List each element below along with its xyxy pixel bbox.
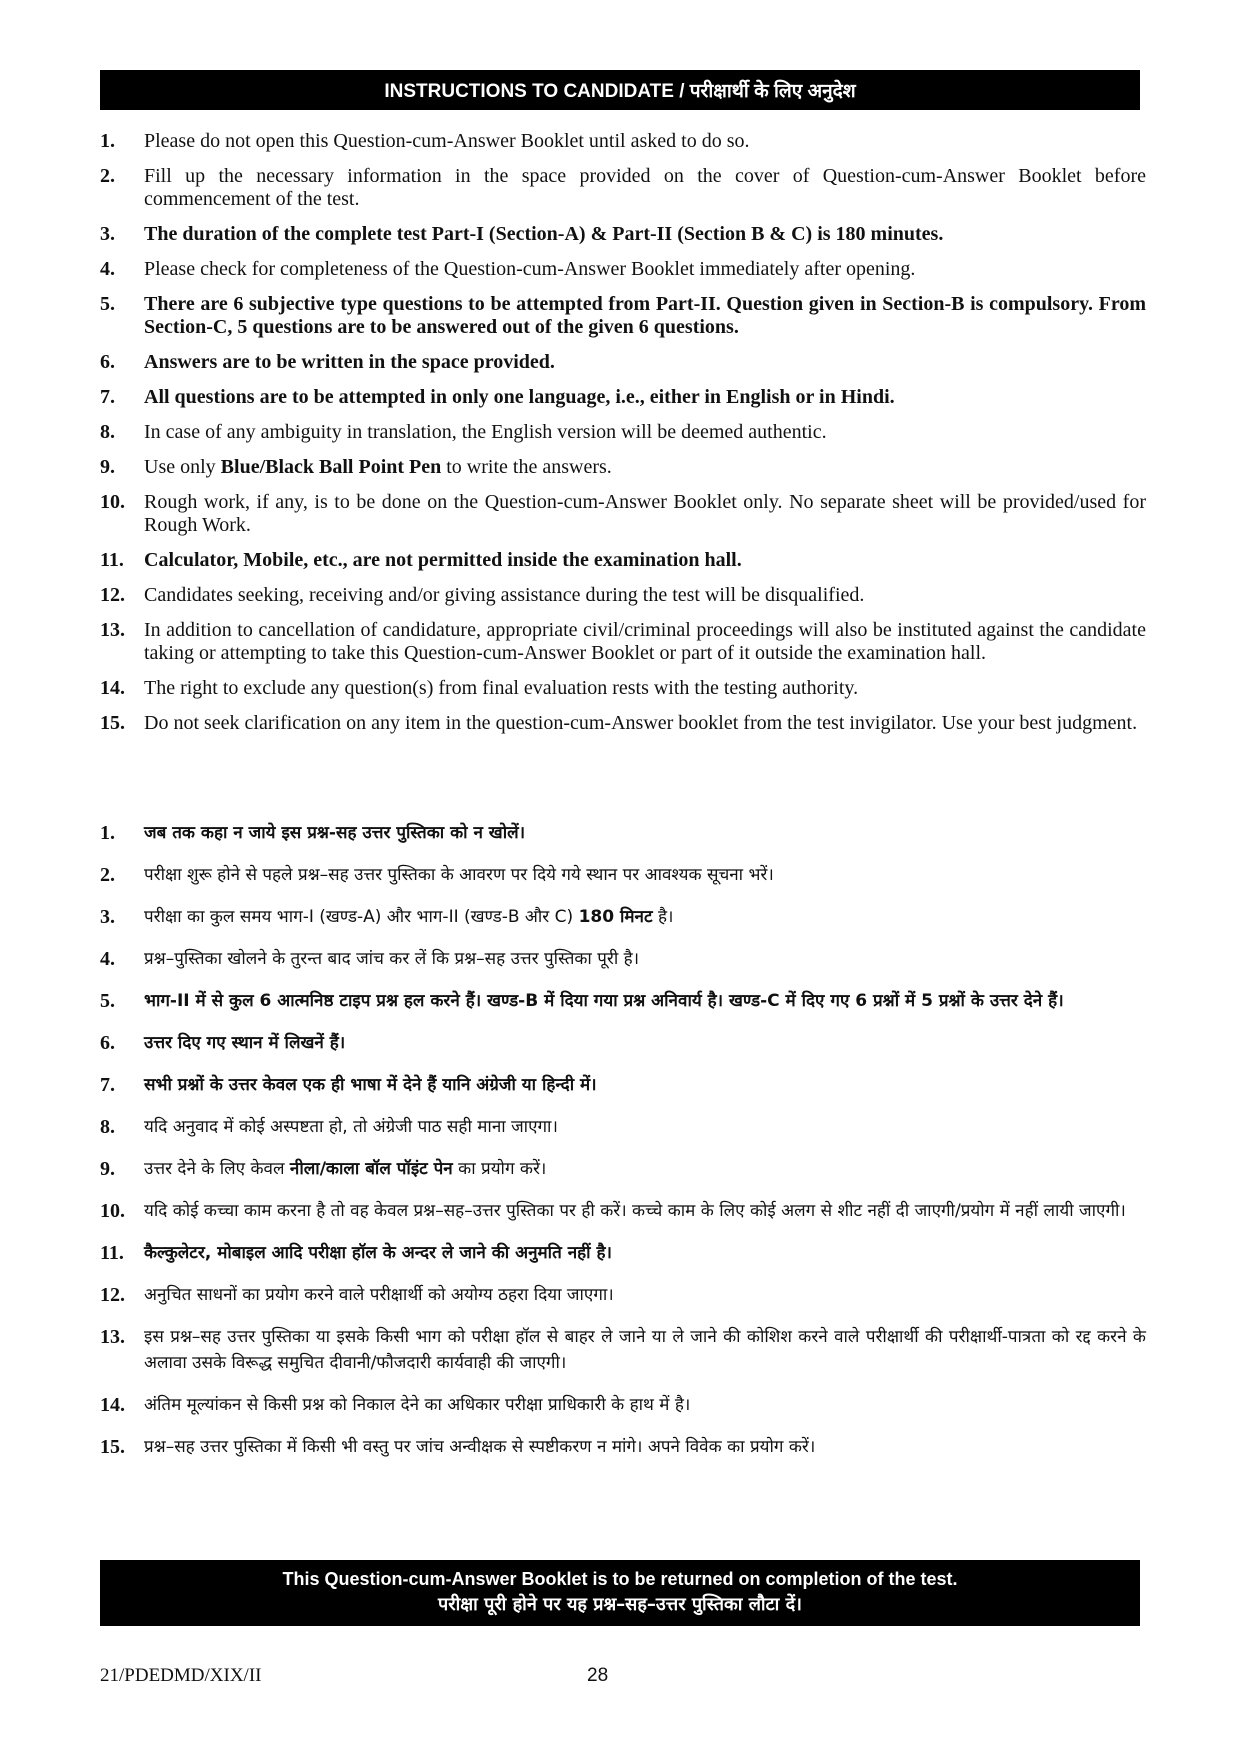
list-item: 8. यदि अनुवाद में कोई अस्पष्टता हो, तो अंग्रेजी पाठ सही माना जाएगा। <box>100 1116 558 1138</box>
list-item: 3. The duration of the complete test Part-I (Section-A) & Part-II (Section B & C) is 180 minutes. <box>100 223 944 245</box>
list-item: 2. Fill up the necessary information in the space provided on the cover of Question-cum-Answer Booklet before commencement of the test. <box>100 165 1146 210</box>
list-item: 14. The right to exclude any question(s) from final evaluation rests with the testing authority. <box>100 677 859 699</box>
list-item: 6. उत्तर दिए गए स्थान में लिखनें हैं। <box>100 1032 346 1054</box>
hindi-instructions-list <box>100 820 1146 1476</box>
list-item: 1. Please do not open this Question-cum-Answer Booklet until asked to do so. <box>100 130 750 152</box>
list-item: 10. Rough work, if any, is to be done on the Question-cum-Answer Booklet only. No separate sheet will be provided/used for Rough Work. <box>100 491 1146 536</box>
return-booklet-notice <box>100 1560 1140 1626</box>
instructions-header <box>100 70 1140 110</box>
list-item: 9. उत्तर देने के लिए केवल नीला/काला बॉल पॉइंट पेन का प्रयोग करें। <box>100 1158 547 1180</box>
list-item: 12. अनुचित साधनों का प्रयोग करने वाले परीक्षार्थी को अयोग्य ठहरा दिया जाएगा। <box>100 1284 614 1306</box>
return-notice-hindi: परीक्षा पूरी होने पर यह प्रश्न–सह–उत्तर पुस्तिका लौटा दें। <box>438 1594 802 1615</box>
list-item: 15. प्रश्न–सह उत्तर पुस्तिका में किसी भी वस्तु पर जांच अन्वीक्षक से स्पष्टीकरण न मांगे। अपने विवेक का प्रयोग करें। <box>100 1436 816 1458</box>
list-item: 5. There are 6 subjective type questions to be attempted from Part-II. Question given in Section-B is compulsory. From Section-C, 5 questions are to be answered out of the given 6 questions. <box>100 293 1146 338</box>
document-code: 21/PDEDMD/XIX/II <box>100 1665 262 1686</box>
list-item: 12. Candidates seeking, receiving and/or giving assistance during the test will be disqualified. <box>100 584 865 606</box>
page-number: 28 <box>587 1665 609 1686</box>
list-item: 4. Please check for completeness of the Question-cum-Answer Booklet immediately after opening. <box>100 258 916 280</box>
list-item: 2. परीक्षा शुरू होने से पहले प्रश्न–सह उत्तर पुस्तिका के आवरण पर दिये गये स्थान पर आवश्यक सूचना भरें। <box>100 864 774 886</box>
list-item: 13. In addition to cancellation of candidature, appropriate civil/criminal proceedings will also be instituted against the candidate taking or attempting to take this Question-cum-Answer Booklet or part of it outside the examination hall. <box>100 619 1146 664</box>
list-item: 13. इस प्रश्न–सह उत्तर पुस्तिका या इसके किसी भाग को परीक्षा हॉल से बाहर ले जाने या ले जाने की कोशिश करने वाले परीक्षार्थी की परीक्षार्थी-पात्रता को रद्द करने के अलावा उसके विरूद्ध समुचित दीवानी/फौजदारी कार्यवाही की जाएगी। <box>100 1326 1146 1373</box>
list-item: 10. यदि कोई कच्चा काम करना है तो वह केवल प्रश्न–सह–उत्तर पुस्तिका पर ही करें। कच्चे काम के लिए कोई अलग से शीट नहीं दी जाएगी/प्रयोग में नहीं लायी जाएगी। <box>100 1200 1126 1222</box>
list-item: 15. Do not seek clarification on any item in the question-cum-Answer booklet from the test invigilator. Use your best judgment. <box>100 712 1138 734</box>
list-item: 5. भाग-II में से कुल 6 आत्मनिष्ठ टाइप प्रश्न हल करने हैं। खण्ड-B में दिया गया प्रश्न अनिवार्य है। खण्ड-C में दिए गए 6 प्रश्नों में 5 प्रश्नों के उत्तर देने हैं। <box>100 990 1064 1012</box>
list-item: 6. Answers are to be written in the space provided. <box>100 351 555 373</box>
list-item: 11. Calculator, Mobile, etc., are not permitted inside the examination hall. <box>100 549 742 571</box>
return-notice-english: This Question-cum-Answer Booklet is to be returned on completion of the test. <box>282 1569 958 1589</box>
list-item: 4. प्रश्न–पुस्तिका खोलने के तुरन्त बाद जांच कर लें कि प्रश्न–सह उत्तर पुस्तिका पूरी है। <box>100 948 640 970</box>
list-item: 11. कैल्कुलेटर, मोबाइल आदि परीक्षा हॉल के अन्दर ले जाने की अनुमति नहीं है। <box>100 1242 612 1264</box>
list-item: 3. परीक्षा का कुल समय भाग-I (खण्ड-A) और भाग-II (खण्ड-B और C) 180 मिनट है। <box>100 906 674 928</box>
list-item: 14. अंतिम मूल्यांकन से किसी प्रश्न को निकाल देने का अधिकार परीक्षा प्राधिकारी के हाथ में है। <box>100 1394 691 1416</box>
list-item: 7. सभी प्रश्नों के उत्तर केवल एक ही भाषा में देने हैं यानि अंग्रेजी या हिन्दी में। <box>100 1074 597 1096</box>
list-item: 1. जब तक कहा न जाये इस प्रश्न-सह उत्तर पुस्तिका को न खोलें। <box>100 822 526 844</box>
list-item: 8. In case of any ambiguity in translation, the English version will be deemed authentic. <box>100 421 827 443</box>
list-item: 9. Use only Blue/Black Ball Point Pen to write the answers. <box>100 456 612 478</box>
instructions-title: INSTRUCTIONS TO CANDIDATE / परीक्षार्थी के लिए अनुदेश <box>384 81 856 102</box>
list-item: 7. All questions are to be attempted in only one language, i.e., either in English or in Hindi. <box>100 386 895 408</box>
english-instructions-list <box>100 130 1146 747</box>
